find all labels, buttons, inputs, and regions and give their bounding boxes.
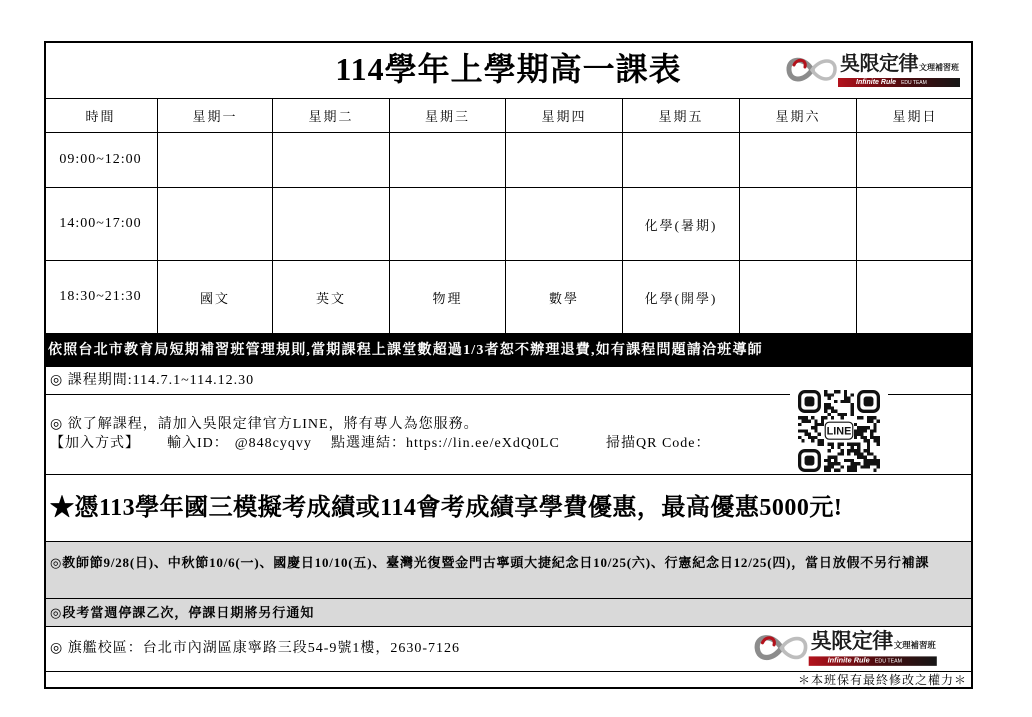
header-time: 時間 xyxy=(44,99,158,133)
line-link-url: https://lin.ee/eXdQ0LC xyxy=(406,436,560,451)
infinity-swirl-icon xyxy=(784,50,840,90)
tuition-promotion: ★憑113學年國三模擬考成績或114會考成績享學費優惠，最高優惠5000元! xyxy=(44,474,973,541)
page-title: 114學年上學期高一課表 xyxy=(335,51,682,87)
course-cell-wed xyxy=(390,133,506,188)
logo-team: EDU TEAM xyxy=(901,79,927,86)
logo-tagline-band xyxy=(809,656,937,665)
logo-team: EDU TEAM xyxy=(874,657,902,665)
course-cell-tue xyxy=(273,133,390,188)
timetable-sheet xyxy=(44,41,973,689)
logo-name: 吳限定律 xyxy=(840,53,918,75)
course-cell-thu: 數學 xyxy=(506,261,623,334)
course-cell-sat xyxy=(740,261,857,334)
header-friday: 星期五 xyxy=(623,99,740,133)
school-logo-footer xyxy=(752,627,947,671)
time-slot-morning: 09:00~12:00 xyxy=(44,133,158,188)
logo-tagline-band xyxy=(838,78,960,87)
join-method-label: 【加入方式】 xyxy=(50,436,140,451)
header-tuesday: 星期二 xyxy=(273,99,390,133)
course-period: ◎ 課程期間:114.7.1~114.12.30 xyxy=(44,366,973,394)
school-logo-header xyxy=(784,50,970,92)
qr-finder-pattern xyxy=(800,392,820,412)
line-id-label: 輸入ID： xyxy=(167,436,229,451)
course-cell-wed: 物理 xyxy=(390,261,506,334)
infinity-swirl-icon xyxy=(752,627,811,669)
header-monday: 星期一 xyxy=(158,99,273,133)
time-slot-evening: 18:30~21:30 xyxy=(44,261,158,334)
qr-code-icon xyxy=(798,390,880,472)
course-cell-thu xyxy=(506,188,623,261)
line-id-value: @848cyqvy xyxy=(234,436,312,451)
course-cell-fri xyxy=(623,133,740,188)
schedule-grid xyxy=(44,98,973,334)
title-row xyxy=(44,41,973,98)
holiday-notice: ◎教師節9/28(日)、中秋節10/6(一)、國慶日10/10(五)、臺灣光復暨金門古寧頭大捷紀念日10/25(六)、行憲紀念日12/25(四)，當日放假不另行補課 xyxy=(44,541,973,598)
course-cell-thu xyxy=(506,133,623,188)
course-cell-sat xyxy=(740,188,857,261)
course-cell-sun xyxy=(857,133,973,188)
course-cell-fri: 化學(開學) xyxy=(623,261,740,334)
rights-disclaimer: ＊本班保有最終修改之權力＊ xyxy=(44,671,973,689)
logo-subtitle: 文理補習班 xyxy=(919,63,959,72)
logo-tagline: Infinite Rule xyxy=(827,657,870,665)
campus-address-text: ◎ 旗艦校區：台北市內湖區康寧路三段54-9號1樓，2630-7126 xyxy=(50,641,461,656)
logo-name: 吳限定律 xyxy=(810,630,893,654)
time-slot-afternoon: 14:00~17:00 xyxy=(44,188,158,261)
line-badge-text: LINE xyxy=(826,425,852,438)
refund-notice-bar: 依照台北市教育局短期補習班管理規則,當期課程上課堂數超過1/3者恕不辦理退費,如有課程問題請洽班導師 xyxy=(44,334,973,366)
header-thursday: 星期四 xyxy=(506,99,623,133)
course-cell-sat xyxy=(740,133,857,188)
course-cell-wed xyxy=(390,188,506,261)
logo-wordmark xyxy=(811,629,936,654)
course-cell-mon: 國文 xyxy=(158,261,273,334)
course-cell-sun xyxy=(857,261,973,334)
line-id-group xyxy=(167,435,312,453)
qr-finder-pattern xyxy=(800,451,820,471)
line-intro-text: ◎ 欲了解課程，請加入吳限定律官方LINE，將有專人為您服務。 xyxy=(50,417,479,432)
exam-week-notice: ◎段考當週停課乙次，停課日期將另行通知 xyxy=(44,598,973,626)
logo-wordmark xyxy=(840,52,959,76)
course-cell-fri: 化學(暑期) xyxy=(623,188,740,261)
line-link-group xyxy=(331,435,560,453)
course-cell-mon xyxy=(158,133,273,188)
header-saturday: 星期六 xyxy=(740,99,857,133)
course-cell-sun xyxy=(857,188,973,261)
course-cell-mon xyxy=(158,188,273,261)
course-cell-tue xyxy=(273,188,390,261)
header-sunday: 星期日 xyxy=(857,99,973,133)
line-qr-code xyxy=(790,388,888,474)
course-cell-tue: 英文 xyxy=(273,261,390,334)
qr-finder-pattern xyxy=(859,392,879,412)
logo-subtitle: 文理補習班 xyxy=(893,640,936,651)
header-wednesday: 星期三 xyxy=(390,99,506,133)
qr-code-label: 掃描QR Code： xyxy=(606,436,711,451)
line-link-label: 點選連結： xyxy=(331,436,406,451)
logo-tagline: Infinite Rule xyxy=(856,79,897,86)
